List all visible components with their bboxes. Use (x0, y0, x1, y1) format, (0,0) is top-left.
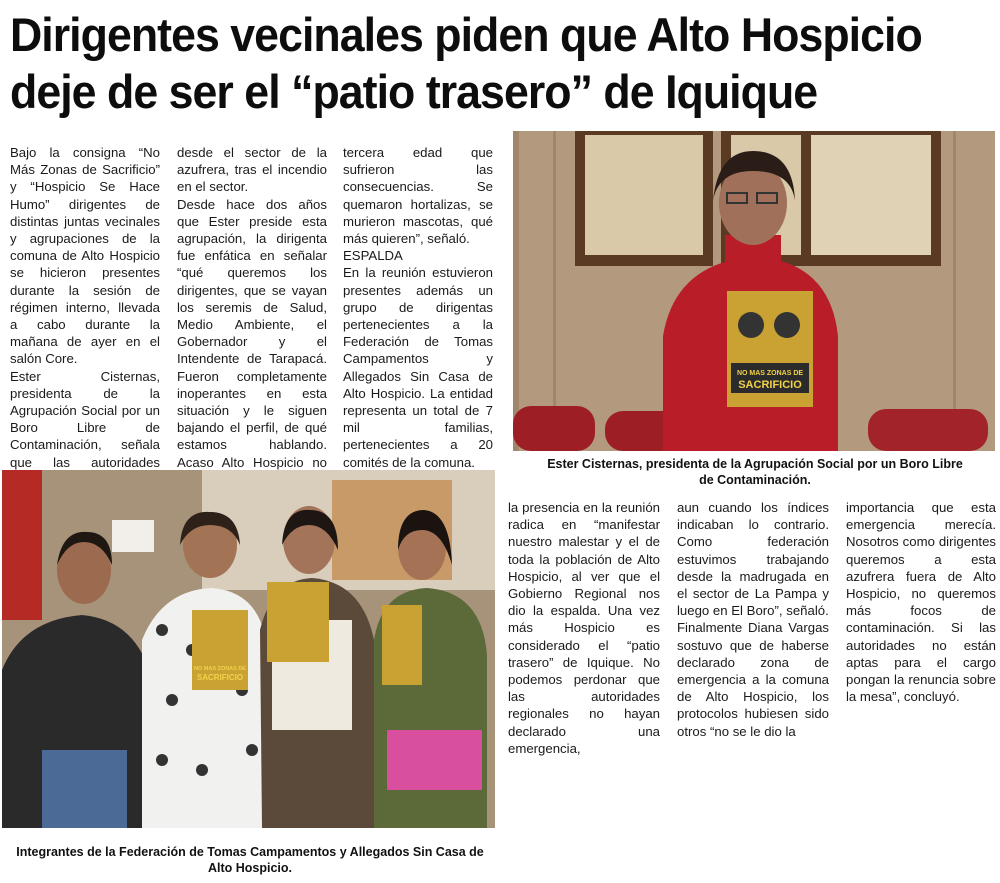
photo-federation-members (2, 470, 495, 828)
column-5-text: aun cuando los índices indicaban lo contrario. Como federación estuvimos trabajando desde la madrugada en el sector de La Pampa y luego en El Boro”, señaló. Finalmente Diana Vargas sostuvo que de haberse declarado zona de emergencia a la comuna de Alto Hospicio, los protocolos hubiesen sido otros “no se le dio la (677, 500, 829, 739)
poster-text-2: SACRIFICIO (738, 379, 802, 391)
article-column-1 (10, 144, 160, 522)
column-2-text: desde el sector de la azufrera, tras el incendio en el sector. Desde hace dos años que Ester preside esta agrupación, la dirigenta fue enfática en señalar “qué queremos los dirigentes, que se vayan los seremis de Salud, Medio Ambiente, el Gobernador y el Intendente de Tarapacá. Fueron completamente inoperantes en esta situación y le siguen bajando el perfil, de qué estamos hablando. Acaso Alto Hospicio no (177, 145, 327, 470)
column-3-text: tercera edad que sufrieron las consecuencias. Se quemaron hortalizas, se murieron mascotas, qué más quieren”, señaló. ESPALDA En la reunión estuvieron presentes además un grupo de dirigentas pertenecientes a la Federación de Tomas Campamentos y Allegados Sin Casa de Alto Hospicio. La entidad representa un total de 7 mil familias, pertenecientes a 20 comités de la comuna. (343, 145, 493, 470)
poster-left-text-2: SACRIFICIO (196, 673, 244, 682)
article-column-6 (846, 499, 996, 705)
article-column-3 (343, 144, 493, 522)
column-1-text: Bajo la consigna “No Más Zonas de Sacrificio” y “Hospicio Se Hace Humo” dirigentes de distintas juntas vecinales y agrupaciones de la comuna de Alto Hospicio se hicieron presentes durante la sesión de régimen interno, llevada a cabo durante la mañana de ayer en el salón Core. Ester Cisternas, presidenta de la Agrupación Social por un Boro Libre de Contaminación, señala que las autoridades (10, 145, 160, 470)
photo-caption-bottom: Integrantes de la Federación de Tomas Campamentos y Allegados Sin Casa de Alto Hospicio. (16, 845, 484, 875)
photo-caption-top: Ester Cisternas, presidenta de la Agrupación Social por un Boro Libre de Contaminación. (547, 457, 963, 487)
photo-ester-cisternas (513, 131, 995, 451)
article-column-2 (177, 144, 327, 505)
article-column-4 (508, 499, 660, 757)
headline: Dirigentes vecinales piden que Alto Hospicio deje de ser el “patio trasero” de Iquique (10, 8, 922, 118)
article-column-5 (677, 499, 829, 740)
poster-left-text-1: NO MAS ZONAS DE (194, 666, 246, 672)
column-6-text: importancia que esta emergencia merecía. Nosotros como dirigentes queremos a esta azufrera fuera de Alto Hospicio, no queremos más focos de contaminación. Si las autoridades no están aptas para el cargo pongan la renuncia sobre la mesa”, concluyó. (846, 500, 996, 705)
poster-text-1: NO MAS ZONAS DE (736, 370, 804, 377)
photo-ester-cisternas-illustration (513, 131, 995, 451)
column-4-text: la presencia en la reunión radica en “manifestar nuestro malestar y el de toda la población de Alto Hospicio, al ver que el Gobierno Regional nos dio la espalda. Una vez más Hospicio es considerado el “patio trasero” de Iquique. No podemos perdonar que las autoridades regionales no hayan declarado una emergencia, (508, 500, 660, 756)
photo-federation-illustration (2, 470, 495, 828)
